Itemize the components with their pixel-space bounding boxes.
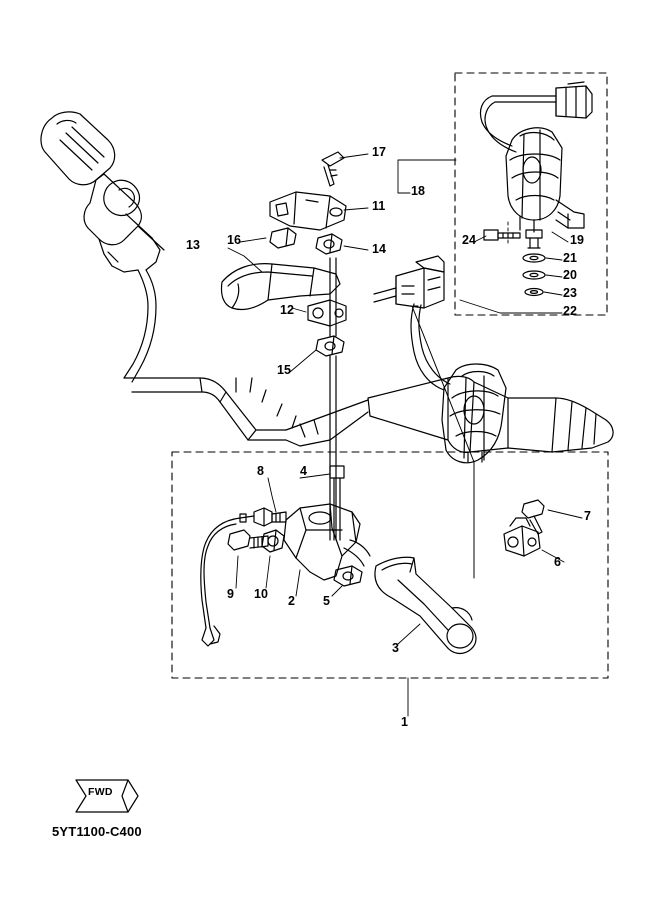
washer-21 bbox=[523, 254, 545, 262]
callout-12: 12 bbox=[280, 303, 294, 317]
callout-23: 23 bbox=[563, 286, 577, 300]
callout-2: 2 bbox=[288, 594, 295, 608]
knob-16 bbox=[270, 228, 296, 248]
nut-14 bbox=[316, 234, 342, 254]
callout-20: 20 bbox=[563, 268, 577, 282]
switch-assembly-18 bbox=[480, 82, 592, 232]
callout-14: 14 bbox=[372, 242, 386, 256]
bolt-7 bbox=[522, 500, 544, 534]
callout-16: 16 bbox=[227, 233, 241, 247]
callout-4: 4 bbox=[300, 464, 307, 478]
master-cylinder-left bbox=[84, 174, 164, 272]
clamp-bracket-11 bbox=[270, 192, 346, 230]
washer-10 bbox=[262, 530, 284, 552]
callout-5: 5 bbox=[323, 594, 330, 608]
callout-18: 18 bbox=[411, 184, 425, 198]
callout-13: 13 bbox=[186, 238, 200, 252]
bolt-9 bbox=[228, 530, 268, 550]
handlebar-tube bbox=[124, 378, 368, 446]
bolt-17 bbox=[322, 152, 344, 186]
callout-8: 8 bbox=[257, 464, 264, 478]
bracket-6 bbox=[504, 518, 540, 556]
callout-22: 22 bbox=[563, 304, 577, 318]
handlebar-grip-ribs-left bbox=[236, 378, 318, 437]
callout-7: 7 bbox=[584, 509, 591, 523]
part-code-label: 5YT1100-C400 bbox=[52, 824, 142, 839]
washer-20 bbox=[523, 271, 545, 279]
callout-10: 10 bbox=[254, 587, 268, 601]
callout-6: 6 bbox=[554, 555, 561, 569]
callout-9: 9 bbox=[227, 587, 234, 601]
callout-21: 21 bbox=[563, 251, 577, 265]
fwd-label: FWD bbox=[88, 786, 113, 798]
cable-9 bbox=[201, 518, 240, 646]
callout-17: 17 bbox=[372, 145, 386, 159]
callout-19: 19 bbox=[570, 233, 584, 247]
callout-15: 15 bbox=[277, 363, 291, 377]
fitting-8 bbox=[240, 508, 286, 526]
brake-hose-left bbox=[124, 270, 156, 382]
bolt-24 bbox=[484, 230, 520, 240]
bracket-12 bbox=[308, 300, 346, 326]
brake-lever-3 bbox=[375, 557, 476, 653]
right-handlebar-grip bbox=[368, 376, 613, 452]
fastener-19 bbox=[526, 230, 542, 248]
callout-1: 1 bbox=[401, 715, 408, 729]
washer-23 bbox=[525, 289, 543, 296]
callout-24: 24 bbox=[462, 233, 476, 247]
callout-3: 3 bbox=[392, 641, 399, 655]
right-switch-housing bbox=[442, 364, 506, 463]
callout-11: 11 bbox=[372, 199, 386, 213]
nut-5 bbox=[334, 566, 362, 586]
connector-block-22 bbox=[374, 256, 444, 308]
nut-15 bbox=[316, 336, 344, 356]
